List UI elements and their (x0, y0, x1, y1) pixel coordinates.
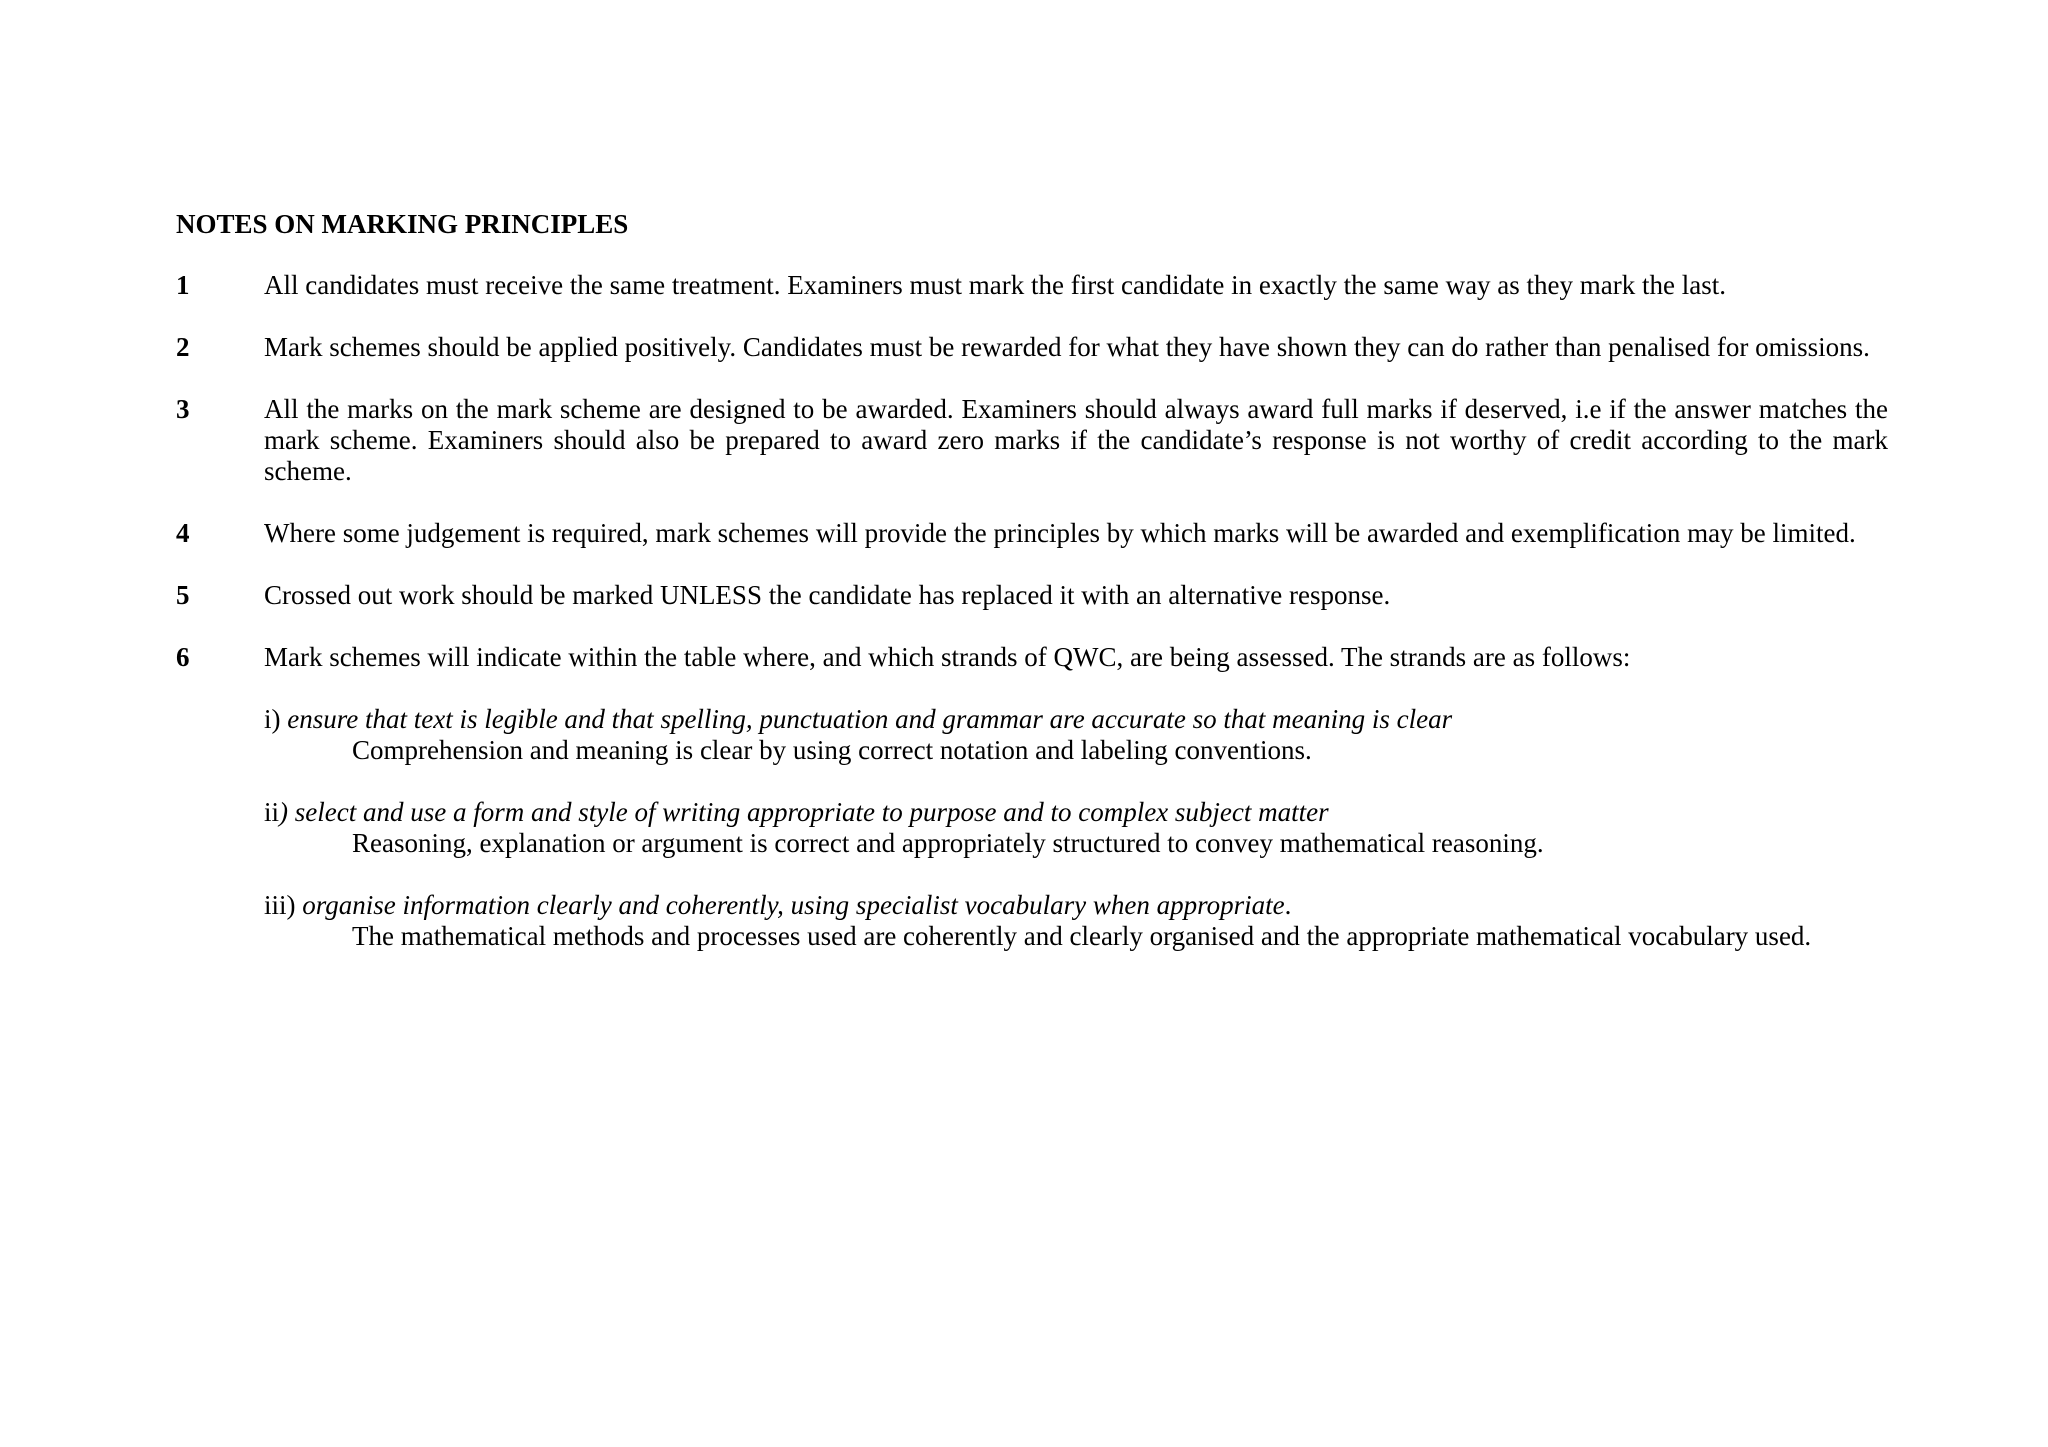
strand-prefix: ii (264, 797, 280, 827)
principle-item (176, 518, 1888, 549)
qwc-strand (264, 890, 1811, 952)
item-number: 1 (176, 270, 190, 300)
strand-suffix: . (1284, 890, 1292, 920)
item-number: 4 (176, 518, 190, 548)
strand-title: organise information clearly and coherently, using specialist vocabulary when appropriate (302, 890, 1285, 920)
strand-title: ) select and use a form and style of writing appropriate to purpose and to complex subject matter (279, 797, 1329, 827)
item-number: 2 (176, 332, 190, 362)
item-text: All candidates must receive the same treatment. Examiners must mark the first candidate in exactly the same way as they mark the last. (264, 270, 1726, 300)
item-text: Mark schemes should be applied positively. Candidates must be rewarded for what they have shown they can do rather than penalised for omissions. (264, 332, 1870, 362)
strand-prefix: i) (264, 704, 288, 734)
item-text: Crossed out work should be marked UNLESS the candidate has replaced it with an alternative response. (264, 580, 1391, 610)
principle-item (176, 642, 1888, 673)
strand-description: The mathematical methods and processes used are coherently and clearly organised and the appropriate mathematical vocabulary used. (352, 921, 1812, 951)
item-text: All the marks on the mark scheme are designed to be awarded. Examiners should always award full marks if deserved, i.e if the answer matches the mark scheme. Examiners should also be prepared to award zero marks if the candidate’s response is not worthy of credit according to the mark scheme. (264, 394, 1888, 486)
principle-item (176, 394, 1888, 487)
principle-item (176, 580, 1888, 611)
qwc-strand (264, 704, 1452, 766)
principle-item (176, 270, 1888, 301)
item-text: Where some judgement is required, mark schemes will provide the principles by which marks will be awarded and exemplification may be limited. (264, 518, 1856, 548)
strand-description: Comprehension and meaning is clear by using correct notation and labeling conventions. (352, 735, 1312, 765)
strand-title: ensure that text is legible and that spelling, punctuation and grammar are accurate so that meaning is clear (287, 704, 1453, 734)
item-text: Mark schemes will indicate within the table where, and which strands of QWC, are being assessed. The strands are as follows: (264, 642, 1631, 672)
item-number: 6 (176, 642, 190, 672)
strand-prefix: iii) (264, 890, 303, 920)
page-title: NOTES ON MARKING PRINCIPLES (176, 209, 629, 239)
qwc-strand (264, 797, 1544, 859)
strand-description: Reasoning, explanation or argument is correct and appropriately structured to convey mathematical reasoning. (352, 828, 1544, 858)
principle-item (176, 332, 1888, 363)
item-number: 5 (176, 580, 190, 610)
item-number: 3 (176, 394, 190, 424)
